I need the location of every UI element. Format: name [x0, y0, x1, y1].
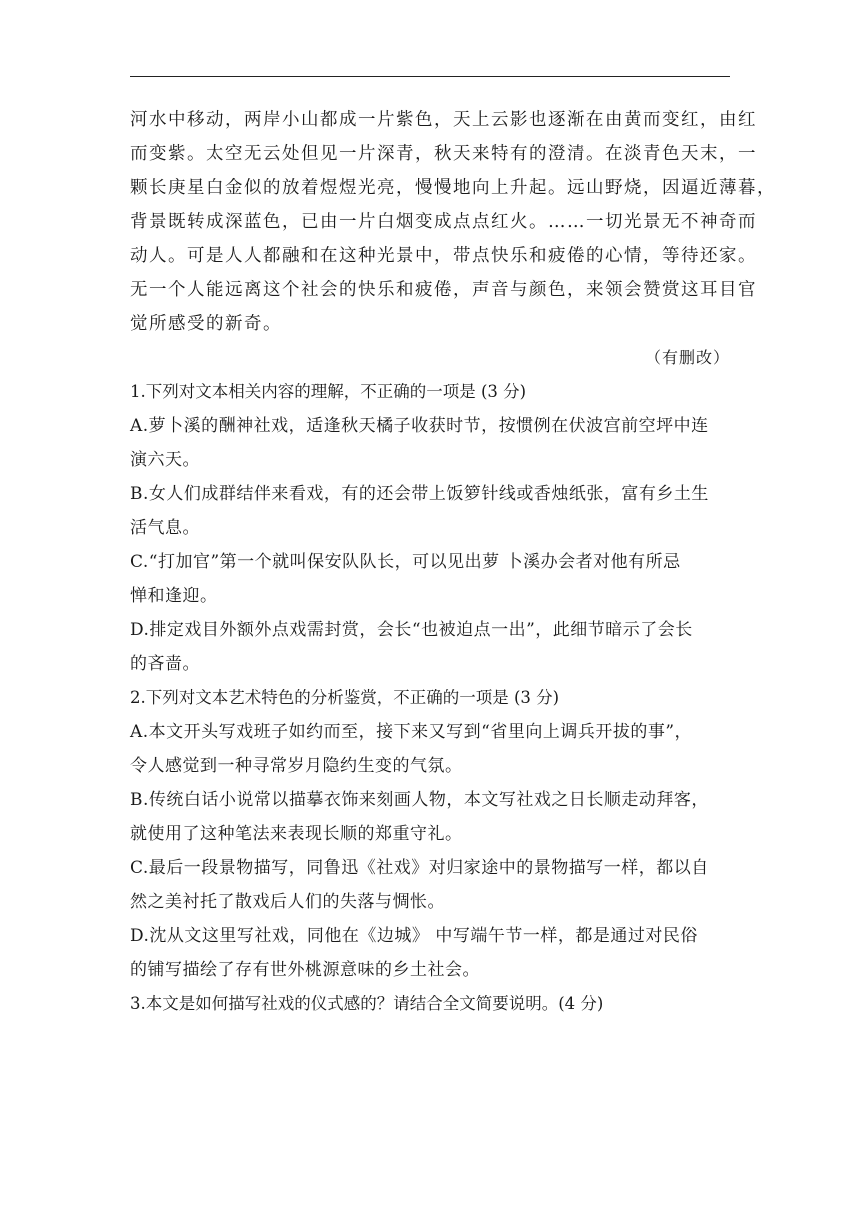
passage-line: 颗长庚星白金似的放着煜煜光亮，慢慢地向上升起。远山野烧，因逼近薄暮，	[130, 178, 776, 198]
passage-line: 无一个人能远离这个社会的快乐和疲倦，声音与颜色，来领会赞赏这耳目官	[130, 280, 757, 300]
header-rule	[130, 76, 730, 77]
answer-option-b	[130, 783, 730, 851]
option-line: 就使用了这种笔法来表现长顺的郑重守礼。	[130, 824, 463, 844]
option-line: D.沈从文这里写社戏，同他在《边城》 中写端午节一样，都是通过对民俗	[130, 926, 698, 946]
question-stem: 1.下列对文本相关内容的理解，不正确的一项是 (3 分)	[130, 382, 527, 401]
passage-line: 河水中移动，两岸小山都成一片紫色，天上云影也逐渐在由黄而变红，由红	[130, 110, 757, 130]
passage-paragraph	[130, 103, 776, 341]
option-line: 令人感觉到一种寻常岁月隐约生变的气氛。	[130, 756, 463, 776]
answer-option-a	[130, 409, 730, 477]
answer-option-a	[130, 715, 730, 783]
option-line: B.传统白话小说常以描摹衣饰来刻画人物，本文写社戏之日长顺走动拜客，	[130, 790, 709, 810]
answer-option-d	[130, 919, 730, 987]
passage-line: 动人。可是人人都融和在这种光景中，带点快乐和疲倦的心情，等待还家。	[130, 246, 757, 266]
option-line: C.最后一段景物描写，同鲁迅《社戏》对归家途中的景物描写一样，都以自	[130, 858, 709, 878]
answer-option-d	[130, 613, 730, 681]
answer-option-b	[130, 477, 730, 545]
option-line: 惮和逢迎。	[130, 586, 218, 606]
answer-option-c	[130, 851, 730, 919]
answer-option-c	[130, 545, 730, 613]
option-line: A.本文开头写戏班子如约而至，接下来又写到“省里向上调兵开拔的事”，	[130, 722, 693, 742]
option-line: 活气息。	[130, 518, 200, 538]
option-line: 的铺写描绘了存有世外桃源意味的乡土社会。	[130, 960, 480, 980]
question-stem: 2.下列对文本艺术特色的分析鉴赏，不正确的一项是 (3 分)	[130, 688, 560, 707]
option-line: 然之美衬托了散戏后人们的失落与惆怅。	[130, 892, 445, 912]
option-line: C.“打加官”第一个就叫保安队队长，可以见出萝 卜溪办会者对他有所忌	[130, 552, 681, 572]
option-line: B.女人们成群结伴来看戏，有的还会带上饭箩针线或香烛纸张，富有乡土生	[130, 484, 709, 504]
source-note: （有删改）	[644, 348, 730, 367]
question-stem: 3.本文是如何描写社戏的仪式感的？请结合全文简要说明。(4 分)	[130, 994, 604, 1013]
passage-line: 背景既转成深蓝色，已由一片白烟变成点点红火。……一切光景无不神奇而	[130, 212, 757, 232]
option-line: A.萝卜溪的酬神社戏，适逢秋天橘子收获时节，按惯例在伏波宫前空坪中连	[130, 416, 709, 436]
option-line: 演六天。	[130, 450, 200, 470]
document-body	[130, 103, 776, 1021]
option-line: D.排定戏目外额外点戏需封赏，会长“也被迫点一出”，此细节暗示了会长	[130, 620, 693, 640]
option-line: 的吝啬。	[130, 654, 200, 674]
passage-line: 而变紫。太空无云处但见一片深青，秋天来特有的澄清。在淡青色天末，一	[130, 144, 757, 164]
passage-line: 觉所感受的新奇。	[130, 314, 282, 334]
